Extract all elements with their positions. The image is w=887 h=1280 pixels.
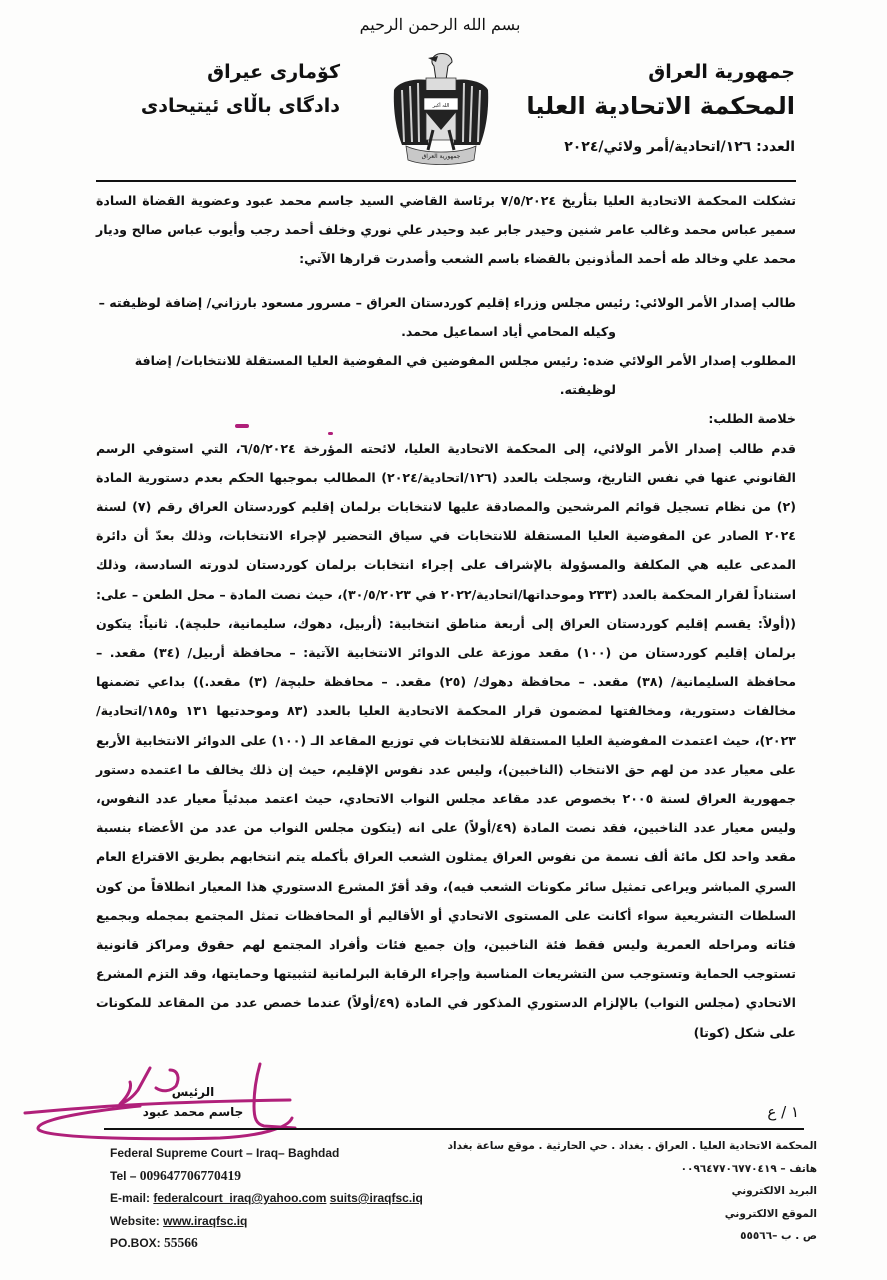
footer-email-label-arabic: البريد الالكتروني xyxy=(731,1185,817,1197)
country-name-arabic: جمهورية العراق xyxy=(648,61,795,83)
header-arabic xyxy=(515,58,795,162)
footer-address-arabic: المحكمة الاتحادية العليا . العراق . بغداد . حي الحارثية . موقع ساعة بغداد xyxy=(447,1140,817,1152)
header-divider xyxy=(96,180,796,182)
emblem-caption: جمهورية العراق xyxy=(421,153,461,160)
intro-paragraph: تشكلت المحكمة الاتحادية العليا بتأريخ ٧/٥/٢٠٢٤ برئاسة القاضي السيد جاسم محمد عبود وعضوية القضاة السادة سمير عباس محمد وغالب عامر شنين وحيدر جابر عبد وحيدر علي نوري وخلف أحمد رجب وأيوب عباس صالح وديار محمد علي وخالد طه أحمد المأذونين بالقضاء باسم الشعب وأصدرت قرارها الآتي: xyxy=(96,193,797,267)
summary-heading: خلاصة الطلب: xyxy=(708,411,796,427)
website-link[interactable]: www.iraqfsc.iq xyxy=(163,1213,248,1228)
petitioner-attorney-line: وكيله المحامي أياد اسماعيل محمد. xyxy=(401,323,616,339)
court-name-kurdish: دادگای باڵای ئیتیحادی xyxy=(140,95,340,117)
footer-pobox-line xyxy=(110,1232,430,1255)
footer-arabic xyxy=(447,1135,817,1248)
header-kurdish xyxy=(100,58,340,126)
footer-website-label-arabic: الموقع الالكتروني xyxy=(724,1207,817,1220)
pobox-number: 55566 xyxy=(164,1235,198,1250)
footer-tel-arabic: هاتف – ٠٠٩٦٤٧٧٠٦٧٧٠٤١٩ xyxy=(680,1162,817,1175)
case-number: العدد: ١٢٦/اتحادية/أمر ولائي/٢٠٢٤ xyxy=(564,139,795,155)
basmala: بسم الله الرحمن الرحيم xyxy=(359,15,521,34)
document-body xyxy=(96,186,796,1047)
respondent-line: المطلوب إصدار الأمر الولائي ضده: رئيس مجلس المفوضين في المفوضية العليا المستقلة للانتخابات/ إضافة xyxy=(134,353,796,369)
tel-number: 009647706770419 xyxy=(139,1167,242,1183)
respondent-line-continued: لوظيفته. xyxy=(559,382,616,398)
footer-website-line xyxy=(110,1210,430,1233)
petitioner-line: طالب إصدار الأمر الولائي: رئيس مجلس وزراء إقليم كوردستان العراق – مسرور مسعود بارزاني/ إضافة لوظيفته – xyxy=(98,294,796,310)
tel-label: Tel – xyxy=(110,1168,140,1183)
country-name-kurdish: كۆمارى عيراق xyxy=(207,61,340,83)
email-link-primary[interactable]: federalcourt_iraq@yahoo.com xyxy=(153,1191,327,1205)
footer-court-name: Federal Supreme Court – Iraq– Baghdad xyxy=(110,1146,340,1160)
court-name-arabic: المحكمة الاتحادية العليا xyxy=(526,92,795,120)
iraq-emblem-icon xyxy=(388,50,494,165)
signatory-name: جاسم محمد عبود xyxy=(142,1105,244,1119)
signature-block xyxy=(118,1082,268,1122)
footer-pobox-arabic: ص . ب –٥٥٥٦٦ xyxy=(740,1230,817,1242)
page-number: ١ / ع xyxy=(767,1103,799,1121)
emblem-flag-text: الله أكبر xyxy=(432,103,450,109)
email-link-suits[interactable]: suits@iraqfsc.iq xyxy=(329,1191,423,1205)
summary-paragraph: قدم طالب إصدار الأمر الولائي، إلى المحكمة الاتحادية العليا، لائحته المؤرخة ٦/٥/٢٠٢٤، التي استوفي الرسم القانوني عنها في نفس التاريخ، وسجلت بالعدد (١٢٦/اتحادية/٢٠٢٤) المطالب بموجبها الحكم بعدم دستورية المادة (٢) من نظام تسجيل قوائم المرشحين والمصادقة عليها لانتخابات برلمان إقليم كوردستان العراق رقم (٧) لسنة ٢٠٢٤ الصادر عن المفوضية العليا المستقلة للانتخابات في سياق التحضير لإجراء الانتخابات، وذلك بعدّ أن دائرة المدعى عليه هي المكلفة والمسؤولة بالإشراف على إجراء انتخابات برلمان كوردستان لدورته السادسة، وذلك استناداً لقرار المحكمة بالعدد (٢٣٣ وموحداتها/اتحادية/٢٠٢٢ في ٣٠/٥/٢٠٢٣)، حيث نصت المادة – محل الطعن – على: ((أولاً: يقسم إقليم كوردستان العراق إلى أربعة مناطق انتخابية: (أربيل، دهوك، سليمانية، حلبچة). ثانياً: يتكون برلمان إقليم كوردستان من (١٠٠) مقعد موزعة على الدوائر الانتخابية الآتية: – محافظة أربيل/ (٣٤) مقعد. – محافظة السليمانية/ (٣٨) مقعد. – محافظة دهوك/ (٢٥) مقعد. – محافظة حلبچة/ (٣) مقعد.)) بداعي تضمنها مخالفات دستورية، ومخالفتها لمضمون قرار المحكمة الاتحادية العليا بالعدد (٨٣ وموحدتيها ١٣١ و١٨٥/اتحادية/٢٠٢٣)، حيث اعتمدت المفوضية العليا المستقلة للانتخابات في توزيع المقاعد الـ (١٠٠) على الدوائر الانتخابية الأربع على معيار عدد من لهم حق الانتخاب (الناخبين)، وليس عدد نفوس الإقليم، حيث إن ذلك يخالف ما اعتمده دستور جمهورية العراق لسنة ٢٠٠٥ بخصوص عدد مقاعد مجلس النواب الاتحادي، حيث اعتمد مبدئياً معيار عدد النفوس، وليس معيار عدد الناخبين، فقد نصت المادة (٤٩/أولاً) على انه (يتكون مجلس النواب من عدد من الأعضاء بنسبة مقعد واحد لكل مائة ألف نسمة من نفوس العراق يمثلون الشعب العراق بأكمله يتم انتخابهم بطريق الاقتراع العام السري المباشر ويراعى تمثيل سائر مكونات الشعب فيه)، وقد أقرّ المشرع الدستوري هذا المعيار انطلاقاً من كون السلطات التشريعية سواء أكانت على المستوى الاتحادي أو الأقاليم أو المحافظات تمثل المجتمع بمجمله وبجميع فئاته ومراحله العمرية وليس فقط فئة الناخبين، وإن جميع فئات وأفراد المجتمع لهم حقوق ومراكز قانونية تستوجب الحماية وتستوجب سن التشريعات المناسبة وإجراء الرقابة البرلمانية لتثبيتها وحمايتها، وقد التزم المشرع الاتحادي (مجلس النواب) بالإلزام الدستوري المذكور في المادة (٤٩/أولاً) عندما خصص عدد من المقاعد للمكونات على شكل (كوتا) xyxy=(96,440,797,1040)
signatory-title: الرئيس xyxy=(171,1085,215,1099)
email-label: E-mail: xyxy=(110,1191,154,1205)
footer-divider xyxy=(104,1128,804,1130)
ink-mark xyxy=(235,424,249,428)
footer-tel-line xyxy=(110,1165,430,1188)
website-label: Website: xyxy=(110,1213,164,1228)
pobox-label: PO.BOX: xyxy=(110,1236,165,1250)
ink-mark xyxy=(328,432,333,435)
footer-email-line xyxy=(110,1187,430,1210)
footer-english xyxy=(110,1142,430,1255)
